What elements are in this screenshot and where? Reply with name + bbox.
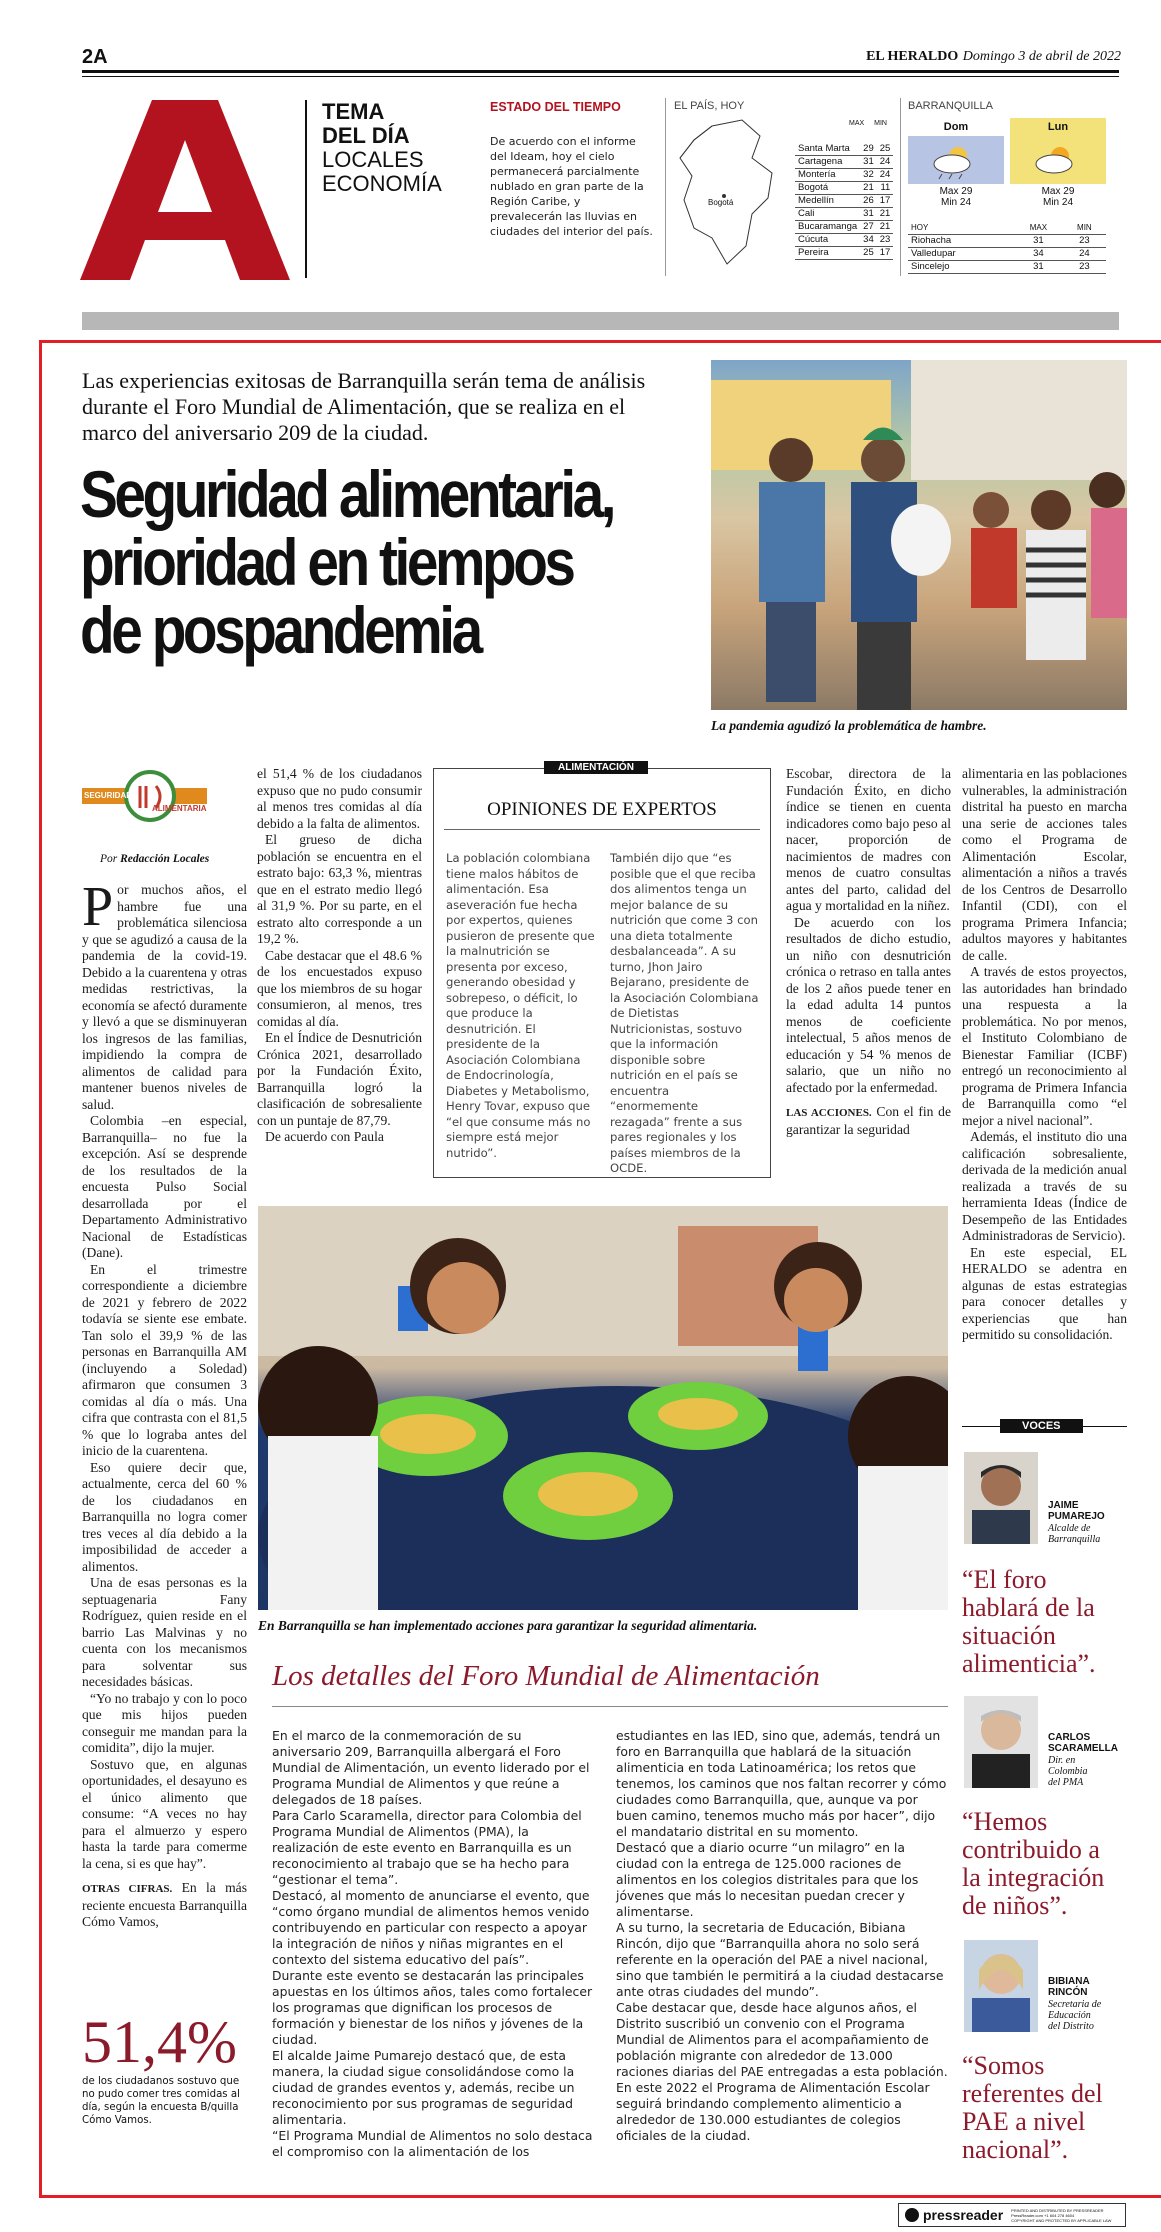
person-icon xyxy=(964,1696,1038,1788)
subhead-label: OTRAS CIFRAS. xyxy=(82,1883,173,1895)
portrait-photo xyxy=(964,1940,1038,2032)
cloud-sun-icon xyxy=(1010,136,1106,184)
voice-role: Barranquilla xyxy=(1048,1534,1101,1545)
weather-title: ESTADO DEL TIEMPO xyxy=(490,100,621,114)
local-row xyxy=(908,235,1106,248)
city-min: 25 xyxy=(877,143,894,156)
byline-author: Redacción Locales xyxy=(120,853,210,865)
local-row xyxy=(908,248,1106,261)
table-header xyxy=(795,120,887,127)
city-min: 24 xyxy=(877,156,894,169)
byline-prefix: Por xyxy=(100,853,118,865)
headline-line: prioridad en tiempos xyxy=(80,525,573,599)
city-name: Bogotá xyxy=(795,182,860,195)
page-number: 2A xyxy=(82,46,108,68)
city-max: 34 xyxy=(860,234,877,247)
section-title-line: DEL DÍA xyxy=(322,123,410,148)
paragraph: alimentaria en las poblaciones vulnerables, la administración distrital ha puesto en marcha una serie de acciones tales como el Programa de Alimentación Escolar, alimentación a niños a través de los Centros de Desarrollo Infantil (CDI), con el programa Primera Infancia; adultos mayores y habitantes de calle. xyxy=(962,766,1127,963)
paragraph: Escobar, directora de la Fundación Éxito, en dicho índice se tienen en cuenta indicadores como bajo peso al nacer, proporción de nacimientos de madres con menos de cuatro consultas antes del parto, calidad del agua y mortalidad en la niñez. xyxy=(786,766,951,913)
stat-value: 51,4% xyxy=(82,2009,237,2075)
city-name: Cali xyxy=(795,208,860,221)
voice-role: del Distrito xyxy=(1048,2021,1094,2032)
paragraph: En el marco de la conmemoración de su aniversario 209, Barranquilla albergará el Foro Mundial de Alimentación, un evento liderado por el Programa Mundial de Alimentos y que reúne a delegados de 18 países. xyxy=(272,1728,590,1807)
paragraph: Destacó, al momento de anunciarse el evento, que “como órgano mundial de alimentos hemos venido contribuyendo en particular con respecto a apoyar la integración de niños y niñas migrantes en el contexto del sistema educativo del país”. xyxy=(272,1888,590,1967)
headline xyxy=(80,457,700,667)
paragraph: Una de esas personas es la septuagenaria Fany Rodríguez, quien reside en el barrio Las Malvinas y no cuenta con los mecanismos para solventar sus necesidades básicas. xyxy=(82,1575,247,1689)
paragraph: De acuerdo con Paula xyxy=(265,1129,384,1144)
gray-band xyxy=(82,312,1119,330)
header-rule-thin xyxy=(82,76,1119,77)
box-tag: ALIMENTACIÓN xyxy=(544,761,648,774)
paragraph: Colombia –en especial, Barranquilla– no fue la excepción. Así se desprende de los resultados de la encuesta Pulso Social desarrollada por el Departamento Administrativo Nacional de Estadísticas (Dane). xyxy=(82,1113,247,1260)
local-name: Valledupar xyxy=(908,248,1014,261)
day-min: Min 24 xyxy=(940,197,971,208)
local-min: 23 xyxy=(1063,261,1106,274)
box-column-1: La población colombiana tiene malos hábitos de alimentación. Esa aseveración fue hecha por expertos, quienes pusieron de presente que la malnutrición se presenta por exceso, generando obesidad y sobrepeso, o déficit, lo que produce la desnutrición. El presidente de la Asociación Colombiana de Endocrinología, Diabetes y Metabolismo, Henry Tovar, expuso que “el que consume más no siempre está mejor nutrido”. xyxy=(446,851,595,1160)
photo2-caption: En Barranquilla se han implementado acciones para garantizar la seguridad alimentaria. xyxy=(258,1618,758,1633)
paragraph: Eso quiere decir que, actualmente, cerca del 60 % de los ciudadanos en Barranquilla no logra comer tres veces al día debido a la imposibilidad de acceder a alimentos. xyxy=(82,1459,247,1574)
masthead xyxy=(866,48,1121,65)
weather-divider xyxy=(665,98,666,276)
voice-name: JAIME xyxy=(1048,1500,1079,1511)
voice-role: Colombia xyxy=(1048,1766,1088,1777)
paragraph: “Yo no trabajo y con lo poco que mis hijos pueden conseguir me mandan para la comidita”, dijo la mujer. xyxy=(82,1690,247,1755)
city-max: 27 xyxy=(860,221,877,234)
paragraph: estudiantes en las IED, sino que, además, tendrá un foro en Barranquilla que hablará de la situación alimenticia en toda Latinoamérica; los retos que tenemos, los caminos que nos faltan recorrer y cómo ciudades como Barranquilla, que, aunque va por buen camino, tenemos mucho más por hacer”, dijo el mandatario distrital en su momento. xyxy=(616,1728,947,1839)
foro-column-2 xyxy=(616,1728,948,2144)
issue-date: Domingo 3 de abril de 2022 xyxy=(962,49,1121,64)
city-max: 32 xyxy=(860,169,877,182)
experts-box xyxy=(433,762,771,1178)
section-subtitle: LOCALES xyxy=(322,147,424,172)
paragraph xyxy=(786,1104,951,1138)
day-label: Dom xyxy=(943,121,969,133)
headline-line: Seguridad alimentaria, xyxy=(80,457,614,531)
local-row xyxy=(908,261,1106,274)
day-max: Max 29 xyxy=(939,186,973,197)
city-name: Montería xyxy=(795,169,860,182)
city-name: Bucaramanga xyxy=(795,221,860,234)
paragraph: En el Índice de Desnutrición Crónica 2021, desarrollado por la Fundación Éxito, Barranquilla logró la clasificación de sobresaliente con un puntaje de 87,79. xyxy=(257,1030,422,1128)
foro-column-1 xyxy=(272,1728,594,2160)
map-city: Bogotá xyxy=(708,198,734,207)
children-eating-photo xyxy=(258,1206,948,1610)
person-icon xyxy=(964,1452,1038,1544)
local-min: 23 xyxy=(1063,235,1106,248)
paragraph: Destacó que a diario ocurre “un milagro” en la ciudad con la entrega de 125.000 raciones de alimentos en los colegios distritales para que los jóvenes que más lo necesitan puedan crecer y alimentarse. xyxy=(616,1840,919,1919)
voice-role: Dir. en xyxy=(1048,1755,1076,1766)
weather-text: De acuerdo con el informe del Ideam, hoy el cielo permanecerá parcialmente nublado en gran parte de la Región Caribe, y prevalecerán las lluvias en ciudades del interior del país. xyxy=(490,135,653,238)
city-weather-table xyxy=(795,120,891,260)
city-name: Santa Marta xyxy=(795,143,860,156)
voice-role: Secretaria de xyxy=(1048,1999,1102,2010)
byline xyxy=(100,853,209,865)
logo-text: SEGURIDAD xyxy=(84,791,133,800)
col-head: HOY xyxy=(908,222,1014,235)
city-name: Medellín xyxy=(795,195,860,208)
paragraph: En este 2022 el Programa de Alimentación Escolar seguirá brindando complemento alimenticio a alrededor de 130.000 estudiantes de colegios oficiales de la ciudad. xyxy=(616,2080,930,2143)
voice-name: PUMAREJO xyxy=(1048,1511,1105,1522)
country-label: EL PAÍS, HOY xyxy=(674,100,745,112)
portrait-photo xyxy=(964,1452,1038,1544)
map-icon xyxy=(672,118,782,268)
paragraph: Cabe destacar que, desde hace algunos años, el Distrito suscribió un convenio con el Programa Mundial de Alimentos para el acompañamiento de población migrante con alrededor de 13.000 raciones diarias del PAE entregadas a esta población. xyxy=(616,2000,948,2079)
col-head: MAX xyxy=(1014,222,1063,235)
city-max: 31 xyxy=(860,156,877,169)
lead-paragraph: or muchos años, el hambre fue una problemática silenciosa y que se agudizó a causa de la pandemia de la covid-19. Debido a la cuarentena y otras medidas restrictivas, la economía se afectó duramente y llevó a que se disminuyeran los ingresos de las familias, impidiendo la compra de alimentos de calidad para mantener buenos niveles de salud. xyxy=(82,882,247,1112)
voices-label: VOCES xyxy=(1000,1419,1083,1433)
voice-role: del PMA xyxy=(1048,1777,1084,1788)
colombia-map xyxy=(672,118,782,268)
city-max: 31 xyxy=(860,208,877,221)
person-icon xyxy=(964,1940,1038,2032)
food-distribution-photo xyxy=(711,360,1127,710)
min-header: MIN xyxy=(874,120,887,127)
city-max: 21 xyxy=(860,182,877,195)
city-table xyxy=(795,143,893,260)
paragraph: Sostuvo que, en algunas oportunidades, el desayuno es el único alimento que consume: “A veces no hay para el almuerzo y espero hasta la tarde para comerme la cena, si es que hay”. xyxy=(82,1756,247,1871)
deck: Las experiencias exitosas de Barranquilla serán tema de análisis durante el Foro Mundial de Alimentación, que se realiza en el marco del aniversario 209 de la ciudad. xyxy=(82,368,646,445)
column-4 xyxy=(786,766,951,1138)
city-max: 26 xyxy=(860,195,877,208)
city-max: 29 xyxy=(860,143,877,156)
photo-illustration xyxy=(711,360,1127,710)
local-label: BARRANQUILLA xyxy=(908,100,993,112)
day-min: Min 24 xyxy=(1042,197,1073,208)
seguridad-alimentaria-logo xyxy=(82,768,207,828)
city-name: Pereira xyxy=(795,247,860,260)
paragraph xyxy=(82,876,247,1113)
col-head: MIN xyxy=(1063,222,1106,235)
local-min: 24 xyxy=(1063,248,1106,261)
city-row xyxy=(795,247,893,260)
pressreader-small-print xyxy=(1011,2208,1111,2223)
city-min: 11 xyxy=(877,182,894,195)
drop-cap: P xyxy=(82,876,114,938)
paragraph: el 51,4 % de los ciudadanos expuso que no pudo consumir al menos tres comidas al día debido a la falta de alimentos. xyxy=(257,766,422,831)
cloud-rain-icon xyxy=(908,136,1004,184)
voice-name: RINCÓN xyxy=(1048,1987,1088,1998)
subhead-text: Con el fin de garantizar la seguridad xyxy=(786,1104,951,1137)
city-row xyxy=(795,182,893,195)
paragraph xyxy=(82,1880,247,1931)
photo-illustration xyxy=(258,1206,948,1610)
box-title-rule xyxy=(444,829,760,830)
subhead-label: LAS ACCIONES. xyxy=(786,1107,872,1119)
voice-role: Alcalde de xyxy=(1048,1523,1091,1534)
city-row xyxy=(795,156,893,169)
stat-text: de los ciudadanos sostuvo que no pudo comer tres comidas al día, según la encuesta B/quilla Cómo Vamos. xyxy=(82,2076,240,2126)
voice-name: SCARAMELLA xyxy=(1048,1743,1118,1754)
city-row xyxy=(795,143,893,156)
voice-quote: “Somos referentes del PAE a nivel nacional”. xyxy=(962,2051,1103,2164)
section-title xyxy=(322,100,442,196)
headline-line: de pospandemia xyxy=(80,593,480,667)
local-max: 31 xyxy=(1014,235,1063,248)
paragraph: El alcalde Jaime Pumarejo destacó que, de esta manera, la ciudad sigue consolidándose como la ciudad de grandes eventos y, además, recibe un reconocimiento por sus programas de seguridad alimentaria. xyxy=(272,2048,575,2127)
portrait-photo xyxy=(964,1696,1038,1788)
day-label: Lun xyxy=(1010,118,1106,136)
paragraph: A su turno, la secretaria de Educación, Bibiana Rincón, dijo que “Barranquilla ahora no solo será referente en la operación del PAE a nivel nacional, sino que también le permitirá a la ciudad destacarse ante otras ciudades del mundo”. xyxy=(616,1920,944,1999)
city-min: 24 xyxy=(877,169,894,182)
subhead-text: En la más reciente encuesta Barranquilla Cómo Vamos, xyxy=(82,1880,247,1929)
voice-name: CARLOS xyxy=(1048,1732,1091,1743)
pressreader-badge[interactable] xyxy=(898,2203,1126,2227)
city-name: Cartagena xyxy=(795,156,860,169)
paragraph: Durante este evento se destacarán las principales apuestas en los últimos años, tales como fortalecer los programas que dignifican los procesos de formación y bienestar de los niños y jóvenes de la ciudad. xyxy=(272,1968,593,2047)
city-row xyxy=(795,169,893,182)
pressreader-icon xyxy=(905,2208,919,2222)
logo-text: ALIMENTARIA xyxy=(152,804,207,813)
paragraph: Además, el instituto dio una calificación sobresaliente, derivada de la medición anual realizada a través de su herramienta Ideas (Índice de Desempeño de las Entidades Administradoras de Servicio). xyxy=(962,1129,1127,1243)
small-print-line: COPYRIGHT AND PROTECTED BY APPLICABLE LAW xyxy=(1011,2217,1112,2223)
column-2 xyxy=(257,766,422,1146)
sub-headline-rule xyxy=(272,1706,948,1707)
paragraph: “El Programa Mundial de Alimentos no solo destaca el compromiso con la alimentación de los xyxy=(272,2128,593,2159)
city-row xyxy=(795,221,893,234)
local-name: Riohacha xyxy=(908,235,1014,248)
paragraph: Para Carlo Scaramella, director para Colombia del Programa Mundial de Alimentos (PMA), la realización de este evento en Barranquilla es un reconocimiento al trabajo que se ha hecho para “gestionar el tema”. xyxy=(272,1808,582,1887)
weather-divider-2 xyxy=(900,98,901,276)
local-name: Sincelejo xyxy=(908,261,1014,274)
section-title-line: TEMA xyxy=(322,99,385,124)
pressreader-brand: pressreader xyxy=(923,2207,1004,2223)
paragraph: En este especial, EL HERALDO se adentra en algunas de estas estrategias para conocer detalles y experiencias que han permitido su consolidación. xyxy=(962,1244,1127,1342)
local-max: 34 xyxy=(1014,248,1063,261)
city-min: 21 xyxy=(877,221,894,234)
city-name: Cúcuta xyxy=(795,234,860,247)
local-table xyxy=(908,222,1106,274)
letter-a-icon xyxy=(80,100,290,280)
city-min: 21 xyxy=(877,208,894,221)
photo1-caption: La pandemia agudizó la problemática de hambre. xyxy=(711,718,987,733)
column-1 xyxy=(82,876,247,1931)
day-max: Max 29 xyxy=(1041,186,1075,197)
small-print-line: PRINTED AND DISTRIBUTED BY PRESSREADER xyxy=(1011,2207,1104,2213)
voice-quote: “El foro hablará de la situación alimenticia”. xyxy=(962,1565,1096,1678)
city-row xyxy=(795,234,893,247)
sub-headline: Los detalles del Foro Mundial de Alimentación xyxy=(272,1660,820,1692)
forecast-day xyxy=(908,118,1004,218)
section-divider xyxy=(305,100,307,278)
city-max: 25 xyxy=(860,247,877,260)
local-weather-table xyxy=(908,222,1106,274)
paragraph: En el trimestre correspondiente a diciembre de 2021 y febrero de 2022 todavía se siente ese embate. Tan solo el 39,9 % de las personas en Barranquilla AM (incluyendo a Soledad) afirmaron que consumen 3 comidas al día o más. Una cifra que contrasta con el 81,5 % que lo lograba antes del inicio de la cuarentena. xyxy=(82,1261,247,1458)
paragraph: A través de estos proyectos, las autoridades han brindado una respuesta a la problemática. No por menos, el Instituto Colombiano de Bienestar Familiar (ICBF) entregó un reconocimiento al programa de Primera Infancia de Barranquilla como “el mejor a nivel nacional”. xyxy=(962,964,1127,1128)
section-letter-logo xyxy=(80,100,290,280)
city-min: 17 xyxy=(877,195,894,208)
max-header: MAX xyxy=(848,120,865,127)
voice-name: BIBIANA xyxy=(1048,1976,1090,1987)
city-row xyxy=(795,195,893,208)
section-subtitle: ECONOMÍA xyxy=(322,171,442,196)
city-row xyxy=(795,208,893,221)
paragraph: El grueso de dicha población se encuentra en el estrato bajo: 63,3 %, mientras que en el estrato medio llegó al 31,9 %. Por su parte, en el estrato alto corresponde a un 19,2 %. xyxy=(257,832,422,946)
paragraph: De acuerdo con los resultados de dicho estudio, un niño con desnutrición crónica o retraso en talla antes de los 2 años puede tener en la edad adulta 14 puntos menos de coeficiente intelectual, 5 años menos de educación y 54 % menos de salario, que un niño no afectado por la enfermedad. xyxy=(786,914,951,1095)
voice-role: Educación xyxy=(1048,2010,1091,2021)
local-max: 31 xyxy=(1014,261,1063,274)
newspaper-name: EL HERALDO xyxy=(866,49,959,64)
city-min: 23 xyxy=(877,234,894,247)
header-rule xyxy=(82,70,1119,73)
small-print-line: PressReader.com +1 604 278 4604 xyxy=(1011,2212,1075,2218)
box-title: OPINIONES DE EXPERTOS xyxy=(487,799,717,820)
box-column-2: También dijo que “es posible que el que reciba dos alimentos tenga un mejor balance de su nutrición que come 3 con una dieta totalmente desbalanceada”. A su turno, Jhon Jairo Bejarano, presidente de la Asociación Colombiana de Dietistas Nutricionistas, sostuvo que la información disponible sobre nutrición en el país se encuentra “enormemente rezagada” frente a sus pares regionales y los países miembros de la OCDE. xyxy=(610,851,759,1175)
voice-quote: “Hemos contribuido a la integración de niños”. xyxy=(962,1807,1105,1920)
forecast-day xyxy=(1010,118,1106,218)
column-5 xyxy=(962,766,1127,1344)
paragraph: Cabe destacar que el 48.6 % de los encuestados expuso que los miembros de su hogar consumieron, al menos, tres comidas al día. xyxy=(257,947,422,1029)
city-min: 17 xyxy=(877,247,894,260)
